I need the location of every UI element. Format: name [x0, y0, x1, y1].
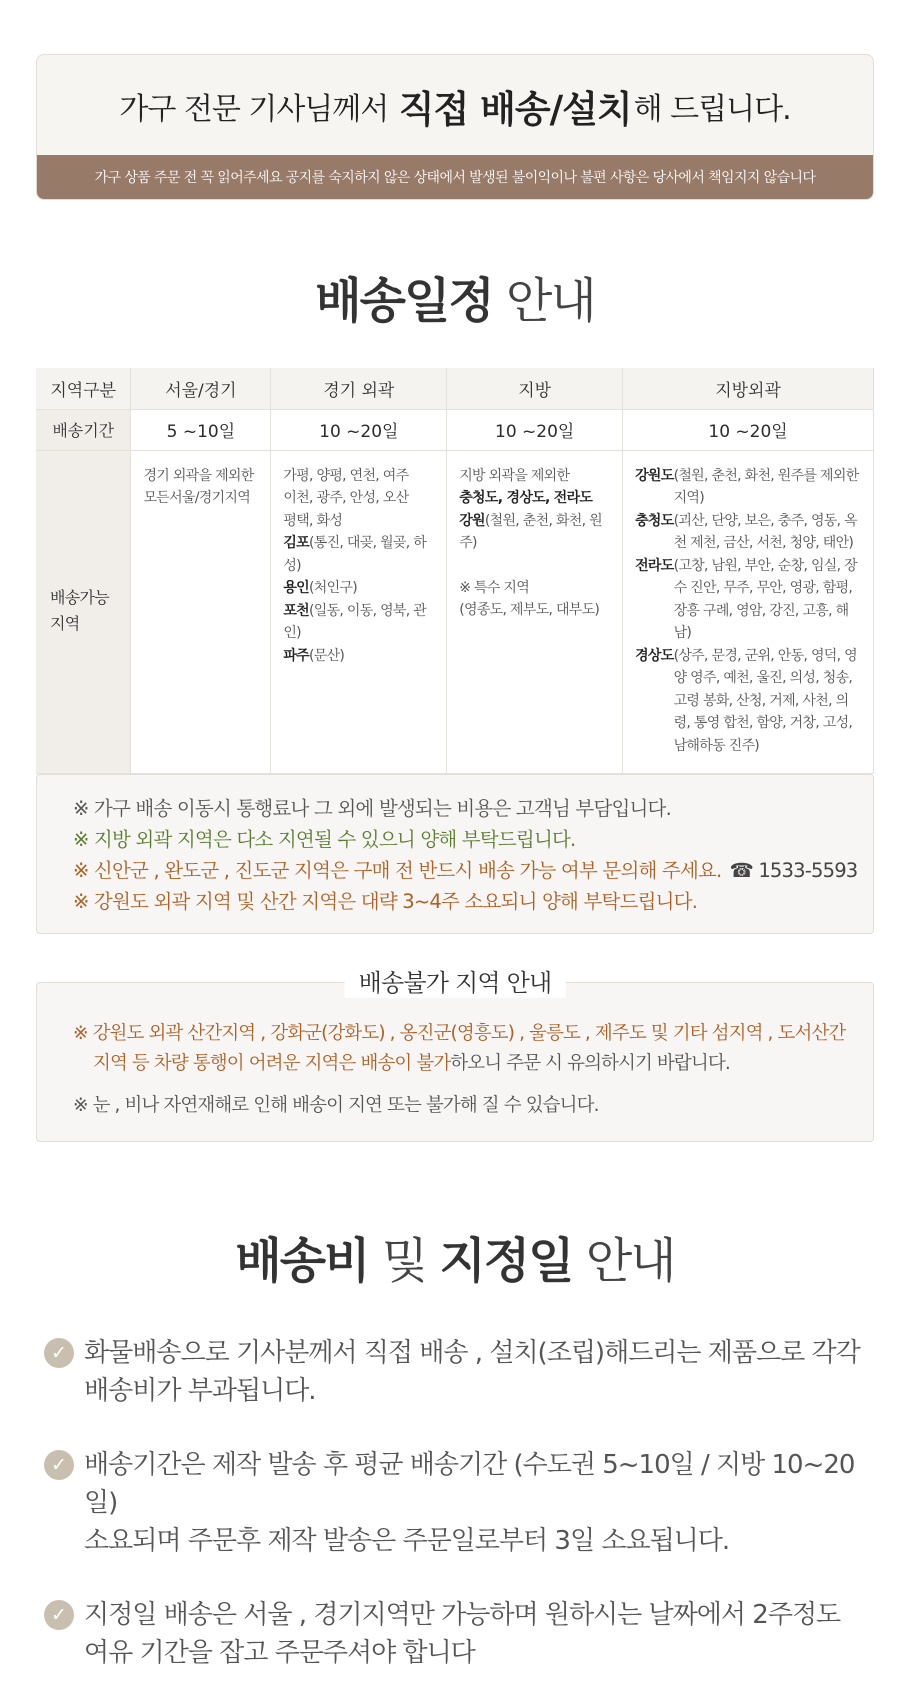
- list-item: [44, 1446, 874, 1560]
- area-pocheon: [283, 600, 436, 645]
- schedule-heading-light: 안내: [506, 273, 595, 329]
- list-item-line1: 화물배송으로 기사분께서 직접 배송 , 설치(조립)해드리는 제품으로 각각: [84, 1338, 860, 1368]
- area-gyeonggi-line2: 이천, 광주, 안성, 오산: [283, 490, 409, 506]
- no-delivery-highlight: 지역 등 차량 통행이 어려운 지역은 배송이 불가: [93, 1053, 451, 1074]
- period-local-outer: 10 ~20일: [623, 409, 874, 450]
- area-label-line2: 지역: [50, 613, 80, 633]
- list-item: [44, 1596, 874, 1672]
- yongin-detail: (처인구): [309, 580, 358, 596]
- outer-chungcheong: [635, 510, 863, 555]
- list-item-text: [84, 1446, 874, 1560]
- area-gimpo: [283, 532, 436, 577]
- paju-detail: (문산): [309, 647, 345, 664]
- outer-jeolla: [635, 555, 863, 645]
- gimpo-name: 김포: [283, 535, 310, 551]
- banner-title-post: 해 드립니다.: [633, 92, 791, 127]
- fee-heading-light2: 안내: [585, 1233, 675, 1289]
- fee-checklist: [44, 1334, 874, 1685]
- area-gyeonggi-line1: 가평, 양평, 연천, 여주: [283, 467, 409, 484]
- no-delivery-title: 배송불가 지역 안내: [345, 963, 566, 998]
- schedule-table: [36, 368, 874, 774]
- area-local-outer: [623, 450, 874, 774]
- list-item-line2: 배송비가 부과됩니다.: [84, 1376, 316, 1406]
- area-local-line2: 충청도, 경상도, 전라도: [459, 490, 593, 506]
- special-area-title: ※ 특수 지역: [459, 579, 530, 596]
- outer-jeolla-name: 전라도: [635, 557, 674, 574]
- area-gyeonggi-outer: [271, 450, 447, 774]
- area-label: [36, 450, 131, 774]
- gimpo-detail: (통진, 대곶, 월곶, 하성): [283, 535, 427, 574]
- region-gyeonggi-outer: 경기 외곽: [271, 368, 447, 409]
- yongin-name: 용인: [283, 580, 310, 596]
- region-local-outer: 지방외곽: [623, 368, 874, 409]
- period-seoul: 5 ~10일: [131, 409, 271, 450]
- table-period-row: [36, 409, 874, 450]
- region-seoul: 서울/경기: [131, 368, 271, 409]
- fee-heading-light1: 및: [381, 1233, 427, 1289]
- pocheon-detail: (일동, 이동, 영북, 관인): [283, 602, 427, 641]
- notice-inquiry-text: ※ 신안군 , 완도군 , 진도군 지역은 구매 전 반드시 배송 가능 여부 문의해 주세요.: [73, 859, 722, 882]
- area-label-line1: 배송가능: [50, 587, 110, 607]
- check-icon: ✓: [44, 1600, 74, 1630]
- outer-gyeongsang-detail: (상주, 문경, 군위, 안동, 영덕, 영양 영주, 예천, 울진, 의성, 청송, 고령 봉화, 산청, 거제, 사천, 의령, 통영 합천, 함양, 거창, 고성, 남해하동 진주): [673, 647, 857, 754]
- outer-chungcheong-name: 충청도: [635, 512, 674, 529]
- outer-jeolla-detail: (고창, 남원, 부안, 순창, 임실, 장수 진안, 무주, 무안, 영광, 함평, 장흥 구례, 영암, 강진, 고흥, 해남): [673, 557, 857, 641]
- local-gangwon-name: 강원: [459, 512, 485, 529]
- outer-gyeongsang: [635, 645, 863, 758]
- pocheon-name: 포천: [283, 602, 310, 619]
- list-item-text: [84, 1334, 860, 1410]
- outer-chungcheong-detail: (괴산, 단양, 보은, 충주, 영동, 옥천 제천, 금산, 서천, 청양, 태안): [673, 512, 857, 551]
- period-gyeonggi-outer: 10 ~20일: [271, 409, 447, 450]
- fee-heading-bold1: 배송비: [235, 1233, 369, 1289]
- area-gyeonggi-line3: 평택, 화성: [283, 512, 343, 529]
- fee-heading-bold2: 지정일: [439, 1233, 573, 1289]
- period-local: 10 ~20일: [447, 409, 623, 450]
- banner-title-bold: 직접 배송/설치: [398, 88, 632, 131]
- local-gangwon-detail: (철원, 춘천, 화천, 원주): [459, 512, 602, 551]
- area-local-line1: 지방 외곽을 제외한: [459, 467, 570, 484]
- area-seoul-line1: 경기 외곽을 제외한: [143, 467, 254, 484]
- notice-line-delay: ※ 지방 외곽 지역은 다소 지연될 수 있으니 양해 부탁드립니다.: [73, 828, 576, 851]
- check-icon: ✓: [44, 1450, 74, 1480]
- schedule-heading: [0, 262, 910, 331]
- delivery-banner: [36, 54, 874, 200]
- list-item: [44, 1334, 874, 1410]
- table-header-row: [36, 368, 874, 409]
- outer-gyeongsang-name: 경상도: [635, 647, 674, 664]
- special-area-detail: (영종도, 제부도, 대부도): [459, 602, 600, 618]
- notice-line-inquiry: [73, 855, 873, 886]
- outer-gangwon: [635, 465, 863, 510]
- notice-line-toll: ※ 가구 배송 이동시 통행료나 그 외에 발생되는 비용은 고객님 부담입니다.: [73, 797, 671, 820]
- list-item-line1: 배송기간은 제작 발송 후 평균 배송기간 (수도권 5~10일 / 지방 10~20일): [84, 1450, 855, 1518]
- delivery-notice-box: [36, 774, 874, 934]
- banner-note: 가구 상품 주문 전 꼭 읽어주세요 공지를 숙지하지 않은 상태에서 발생된 불이익이나 불편 사항은 당사에서 책임지지 않습니다: [37, 155, 873, 199]
- phone-number: ☎ 1533-5593: [729, 859, 858, 882]
- list-item-text: [84, 1596, 840, 1672]
- area-local: [447, 450, 623, 774]
- banner-title: [37, 55, 873, 157]
- no-delivery-line3: ※ 눈 , 비나 자연재해로 인해 배송이 지연 또는 불가해 질 수 있습니다.: [73, 1095, 599, 1116]
- check-icon: ✓: [44, 1338, 74, 1368]
- list-item-line2: 여유 기간을 잡고 주문주셔야 합니다: [84, 1638, 475, 1668]
- list-item-line2: 소요되며 주문후 제작 발송은 주문일로부터 3일 소요됩니다.: [84, 1526, 730, 1556]
- no-delivery-rest: 하오니 주문 시 유의하시기 바랍니다.: [450, 1053, 730, 1074]
- area-yongin: [283, 577, 436, 600]
- no-delivery-box: [36, 969, 874, 1142]
- banner-title-pre: 가구 전문 기사님께서: [119, 92, 389, 127]
- outer-gangwon-detail: (철원, 춘천, 화천, 원주를 제외한 지역): [673, 467, 859, 506]
- outer-gangwon-name: 강원도: [635, 467, 674, 484]
- area-seoul-line2: 모든서울/경기지역: [143, 490, 251, 506]
- period-label: 배송기간: [36, 409, 131, 450]
- schedule-heading-bold: 배송일정: [315, 273, 493, 329]
- area-seoul: [131, 450, 271, 774]
- no-delivery-line1: ※ 강원도 외곽 산간지역 , 강화군(강화도) , 옹진군(영흥도) , 울릉도 , 제주도 및 기타 섬지역 , 도서산간: [73, 1023, 846, 1044]
- no-delivery-line2: [73, 1049, 873, 1079]
- fee-heading: [0, 1222, 910, 1291]
- area-local-gangwon: [459, 510, 612, 555]
- header-label: 지역구분: [36, 368, 131, 409]
- list-item-line1: 지정일 배송은 서울 , 경기지역만 가능하며 원하시는 날짜에서 2주정도: [84, 1600, 841, 1630]
- region-local: 지방: [447, 368, 623, 409]
- notice-line-gangwon: ※ 강원도 외곽 지역 및 산간 지역은 대략 3~4주 소요되니 양해 부탁드립니다.: [73, 890, 698, 913]
- paju-name: 파주: [283, 647, 310, 664]
- area-paju: [283, 645, 436, 668]
- table-area-row: [36, 450, 874, 774]
